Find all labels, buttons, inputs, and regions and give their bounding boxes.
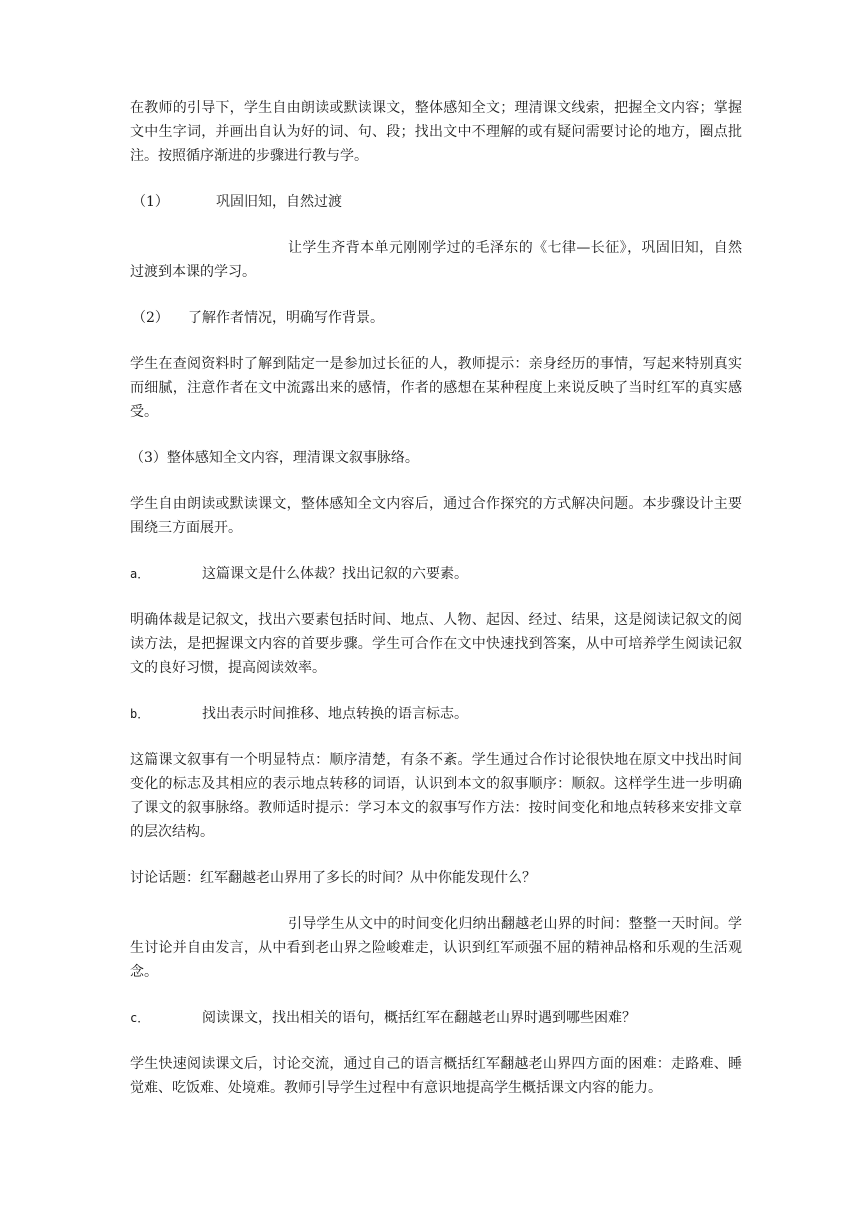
step-2-paragraph: 学生在查阅资料时了解到陆定一是参加过长征的人，教师提示：亲身经历的事情，写起来特别真实而细腻，注意作者在文中流露出来的感情，作者的感想在某种程度上来说反映了当时红军的真实感受。 bbox=[130, 356, 742, 420]
question-c-text: 阅读课文，找出相关的语句，概括红军在翻越老山界时遇到哪些困难？ bbox=[202, 1010, 636, 1026]
question-c-marker: c． bbox=[130, 1011, 150, 1025]
discussion-topic: 讨论话题：红军翻越老山界用了多长的时间？从中你能发现什么？ bbox=[130, 870, 536, 886]
discussion-answer: 引导学生从文中的时间变化归纳出翻越老山界的时间：整整一天时间。学生讨论并自由发言，从中看到老山界之险峻难走，认识到红军顽强不屈的精神品格和乐观的生活观念。 bbox=[130, 916, 742, 980]
step-2-title: 了解作者情况，明确写作背景。 bbox=[188, 310, 384, 326]
step-3-heading bbox=[130, 446, 742, 470]
step-1-title: 巩固旧知，自然过渡 bbox=[216, 194, 342, 210]
step-1-paragraph: 让学生齐背本单元刚刚学过的毛泽东的《七律—长征》，巩固旧知，自然过渡到本课的学习。 bbox=[130, 240, 742, 280]
step-3-marker: （3） bbox=[130, 450, 167, 466]
step-2-marker: （2） bbox=[132, 310, 169, 326]
step-3-title: 整体感知全文内容，理清课文叙事脉络。 bbox=[166, 450, 419, 466]
question-c bbox=[130, 1006, 742, 1030]
step-1-marker: （1） bbox=[132, 194, 169, 210]
question-c-answer: 学生快速阅读课文后，讨论交流，通过自己的语言概括红军翻越老山界四方面的困难：走路难、睡觉难、吃饭难、处境难。教师引导学生过程中有意识地提高学生概括课文内容的能力。 bbox=[130, 1056, 742, 1096]
step-3-paragraph: 学生自由朗读或默读课文，整体感知全文内容后，通过合作探究的方式解决问题。本步骤设计主要围绕三方面展开。 bbox=[130, 496, 742, 536]
question-a-marker: a． bbox=[130, 567, 150, 581]
question-b-marker: b． bbox=[130, 707, 150, 721]
question-b-text: 找出表示时间推移、地点转换的语言标志。 bbox=[202, 706, 468, 722]
intro-paragraph: 在教师的引导下，学生自由朗读或默读课文，整体感知全文；理清课文线索，把握全文内容；掌握文中生字词，并画出自认为好的词、句、段；找出文中不理解的或有疑问需要讨论的地方，圈点批注。按照循序渐进的步骤进行教与学。 bbox=[130, 100, 742, 164]
document-page bbox=[130, 96, 742, 1122]
step-1-heading bbox=[130, 190, 742, 214]
question-b bbox=[130, 702, 742, 726]
question-a bbox=[130, 562, 742, 586]
question-b-answer: 这篇课文叙事有一个明显特点：顺序清楚，有条不紊。学生通过合作讨论很快地在原文中找出时间变化的标志及其相应的表示地点转移的词语，认识到本文的叙事顺序：顺叙。这样学生进一步明确了课文的叙事脉络。教师适时提示：学习本文的叙事写作方法：按时间变化和地点转移来安排文章的层次结构。 bbox=[130, 752, 742, 840]
step-2-heading bbox=[130, 306, 742, 330]
question-a-text: 这篇课文是什么体裁？找出记叙的六要素。 bbox=[202, 566, 468, 582]
question-a-answer: 明确体裁是记叙文，找出六要素包括时间、地点、人物、起因、经过、结果，这是阅读记叙文的阅读方法，是把握课文内容的首要步骤。学生可合作在文中快速找到答案，从中可培养学生阅读记叙文的良好习惯，提高阅读效率。 bbox=[130, 612, 742, 676]
